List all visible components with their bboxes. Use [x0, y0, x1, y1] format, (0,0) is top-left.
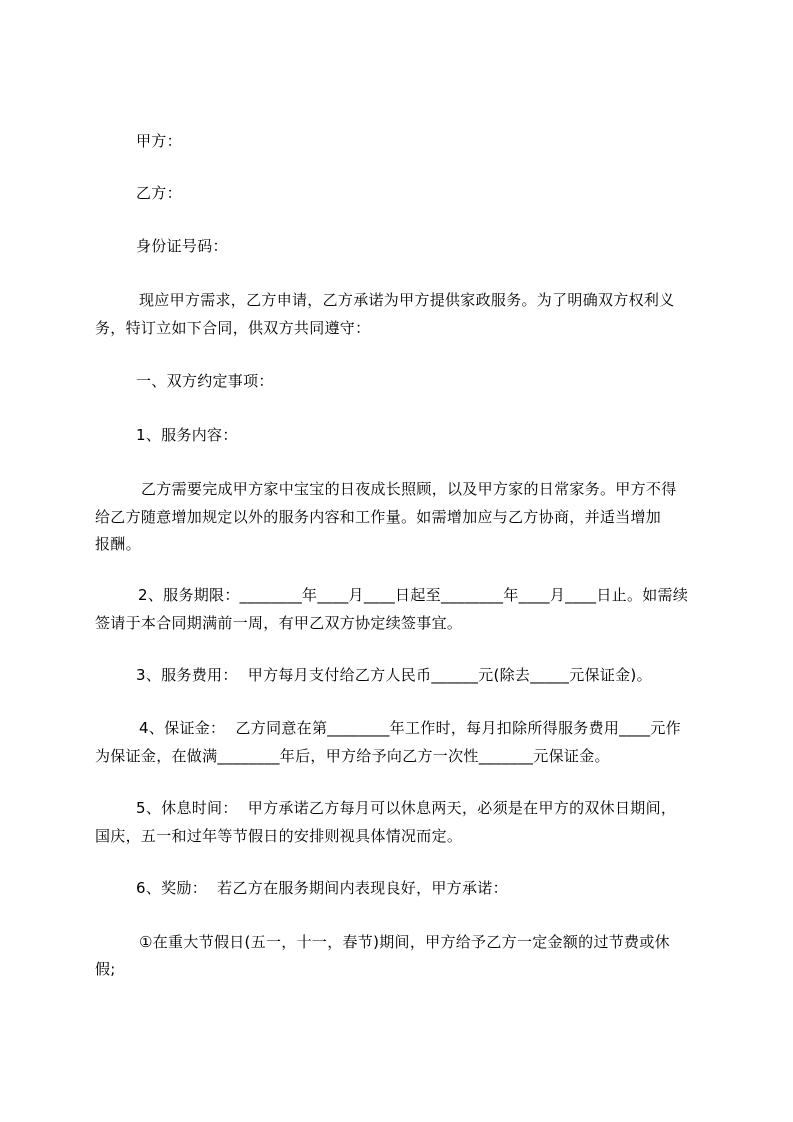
section-1-heading: 一、双方约定事项： — [136, 372, 274, 390]
item-6-point-1-line-2: 假; — [95, 960, 116, 978]
item-4-line-2: 为保证金，在做满________年后，甲方给予向乙方一次性_______元保证金。 — [95, 747, 610, 765]
item-2-line-2: 签请于本合同期满前一周，有甲乙双方协定续签事宜。 — [95, 614, 463, 632]
party-a-label: 甲方： — [136, 132, 182, 150]
item-1-body-line-3: 报酬。 — [95, 535, 141, 553]
item-1-body-line-1: 乙方需要完成甲方家中宝宝的日夜成长照顾，以及甲方家的日常家务。甲方不得 — [141, 480, 677, 498]
item-5-line-1: 5、休息时间： 甲方承诺乙方每月可以休息两天，必须是在甲方的双休日期间， — [136, 799, 677, 817]
item-5-line-2: 国庆，五一和过年等节假日的安排则视具体情况而定。 — [95, 827, 463, 845]
item-6-point-1-line-1: ①在重大节假日(五一，十一，春节)期间，甲方给予乙方一定金额的过节费或休 — [139, 933, 670, 951]
party-b-label: 乙方： — [136, 184, 182, 202]
item-4-line-1: 4、保证金： 乙方同意在第________年工作时，每月扣除所得服务费用____元作 — [139, 719, 681, 737]
item-6-title: 6、奖励： 若乙方在服务期间内表现良好，甲方承诺： — [136, 879, 508, 897]
id-number-label: 身份证号码： — [136, 237, 228, 255]
item-1-title: 1、服务内容： — [136, 426, 238, 444]
intro-line-2: 务，特订立如下合同，供双方共同遵守： — [95, 319, 371, 337]
intro-line-1: 现应甲方需求，乙方申请，乙方承诺为甲方提供家政服务。为了明确双方权利义 — [139, 291, 675, 309]
item-2-line-1: 2、服务期限：________年____月____日起至________年____月____日止。如需续 — [138, 586, 689, 604]
item-1-body-line-2: 给乙方随意增加规定以外的服务内容和工作量。如需增加应与乙方协商，并适当增加 — [95, 508, 662, 526]
item-3: 3、服务费用： 甲方每月支付给乙方人民币______元(除去_____元保证金)。 — [136, 666, 652, 684]
